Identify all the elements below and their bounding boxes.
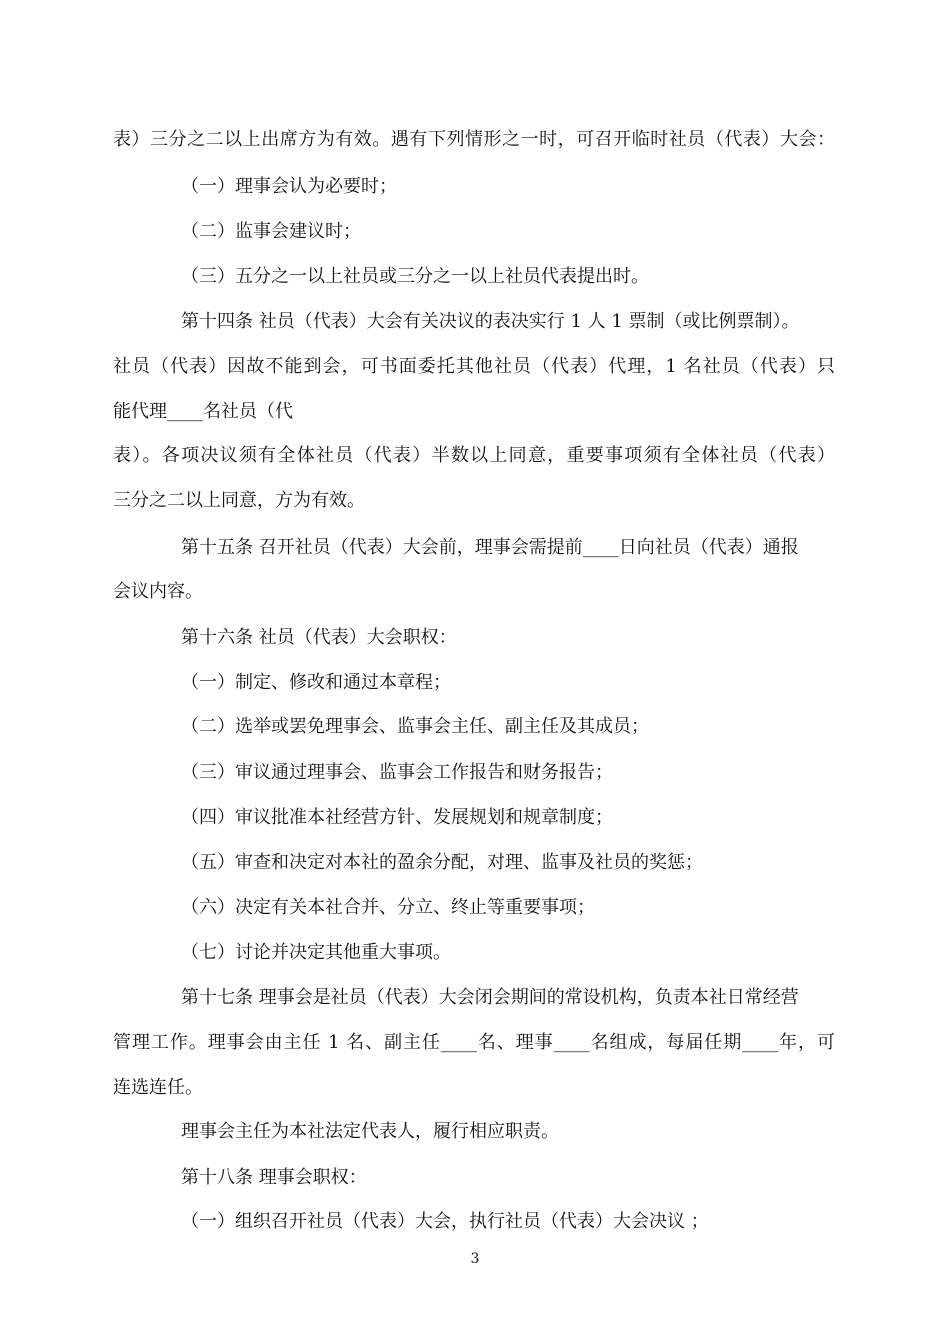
text-line: 三分之二以上同意，方为有效。 <box>113 490 365 511</box>
text-line: （三）审议通过理事会、监事会工作报告和财务报告； <box>181 762 613 783</box>
text-line: 管理工作。理事会由主任 1 名、副主任____名、理事____名组成，每届任期____年，可 <box>113 1032 835 1053</box>
text-line: （一）制定、修改和通过本章程； <box>181 672 451 693</box>
text-line: 表）三分之二以上出席方为有效。遇有下列情形之一时，可召开临时社员（代表）大会： <box>113 129 835 150</box>
text-line: 第十七条 理事会是社员（代表）大会闭会期间的常设机构，负责本社日常经营 <box>181 987 799 1008</box>
text-line: （四）审议批准本社经营方针、发展规划和规章制度； <box>181 807 613 828</box>
text-line: 第十五条 召开社员（代表）大会前，理事会需提前____日向社员（代表）通报 <box>181 537 799 558</box>
page-number: 3 <box>470 1251 480 1267</box>
text-line: 能代理____名社员（代 <box>113 401 293 422</box>
text-line: 理事会主任为本社法定代表人，履行相应职责。 <box>181 1121 559 1142</box>
text-line: 第十六条 社员（代表）大会职权： <box>181 627 457 648</box>
text-line: （一）组织召开社员（代表）大会，执行社员（代表）大会决议 ； <box>181 1211 709 1232</box>
text-line: （五）审查和决定对本社的盈余分配，对理、监事及社员的奖惩； <box>181 852 703 873</box>
text-line: 连选连任。 <box>113 1077 203 1098</box>
text-line: （六）决定有关本社合并、分立、终止等重要事项； <box>181 897 595 918</box>
text-line: （七）讨论并决定其他重大事项。 <box>181 942 451 963</box>
text-line: （一）理事会认为必要时； <box>181 176 397 197</box>
text-line: 会议内容。 <box>113 581 203 602</box>
text-line: （二）选举或罢免理事会、监事会主任、副主任及其成员； <box>181 716 649 737</box>
text-line: （二）监事会建议时； <box>181 221 361 242</box>
text-line: 第十四条 社员（代表）大会有关决议的表决实行 1 人 1 票制（或比例票制）。 <box>181 311 800 332</box>
text-line: （三）五分之一以上社员或三分之一以上社员代表提出时。 <box>181 266 649 287</box>
text-line: 社员（代表）因故不能到会，可书面委托其他社员（代表）代理，1 名社员（代表）只 <box>113 356 835 377</box>
text-line: 第十八条 理事会职权： <box>181 1167 367 1188</box>
text-line: 表）。各项决议须有全体社员（代表）半数以上同意，重要事项须有全体社员（代表） <box>113 445 835 466</box>
